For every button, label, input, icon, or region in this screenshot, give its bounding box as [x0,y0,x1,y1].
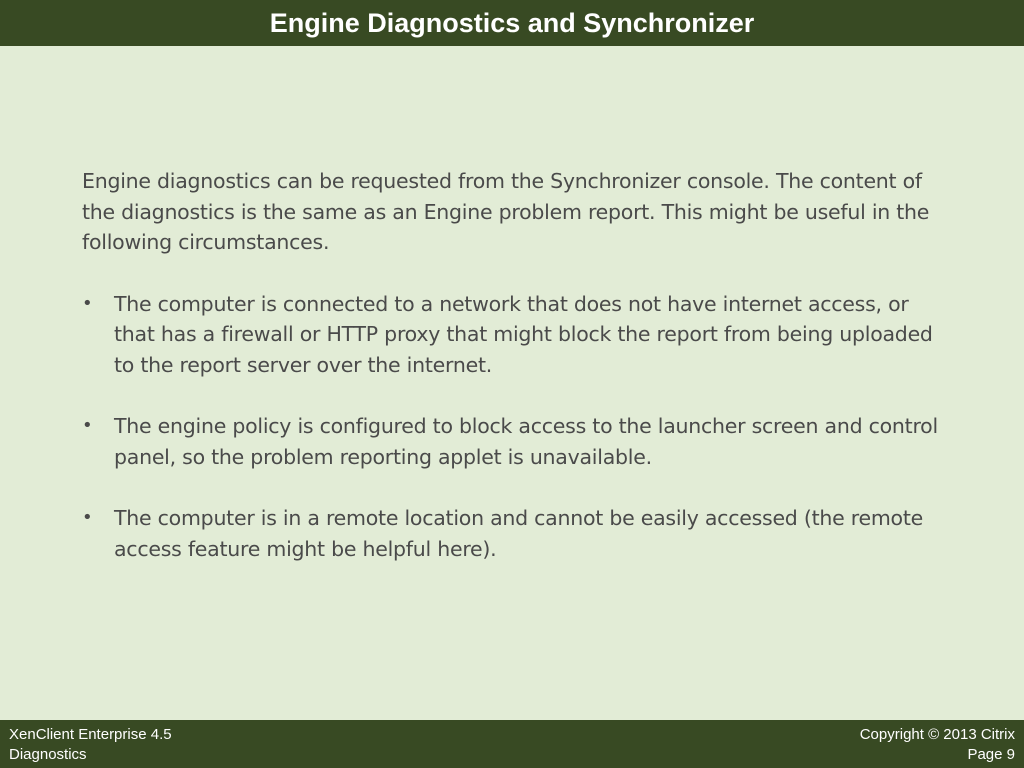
slide-content [82,166,942,595]
page-title: Engine Diagnostics and Synchronizer [269,8,755,38]
bullet-marker: • [82,292,93,314]
footer-page-number: Page 9 [967,746,1015,763]
footer-section: Diagnostics [9,746,87,763]
bullet-text: The computer is in a remote location and cannot be easily accessed (the remote access feature might be helpful here). [114,506,923,561]
footer-bar [0,720,1024,768]
list-item [82,503,942,564]
list-item [82,411,942,472]
footer-product: XenClient Enterprise 4.5 [9,726,172,743]
bullet-text: The engine policy is configured to block access to the launcher screen and control panel, so the problem reporting applet is unavailable. [114,414,938,469]
footer-copyright: Copyright © 2013 Citrix [859,726,1015,743]
header-bar [0,0,1024,46]
footer-right [860,725,1015,765]
list-item [82,289,942,381]
bullet-text: The computer is connected to a network that does not have internet access, or that has a firewall or HTTP proxy that might block the report from being uploaded to the report server over the internet. [114,291,933,377]
bullet-marker: • [82,507,93,528]
bullet-marker: • [82,415,93,436]
intro-paragraph: Engine diagnostics can be requested from the Synchronizer console. The content of the diagnostics is the same as an Engine problem report. This might be useful in the following circumstances. [82,169,930,254]
footer-left [9,725,172,765]
bullet-list [82,289,942,565]
